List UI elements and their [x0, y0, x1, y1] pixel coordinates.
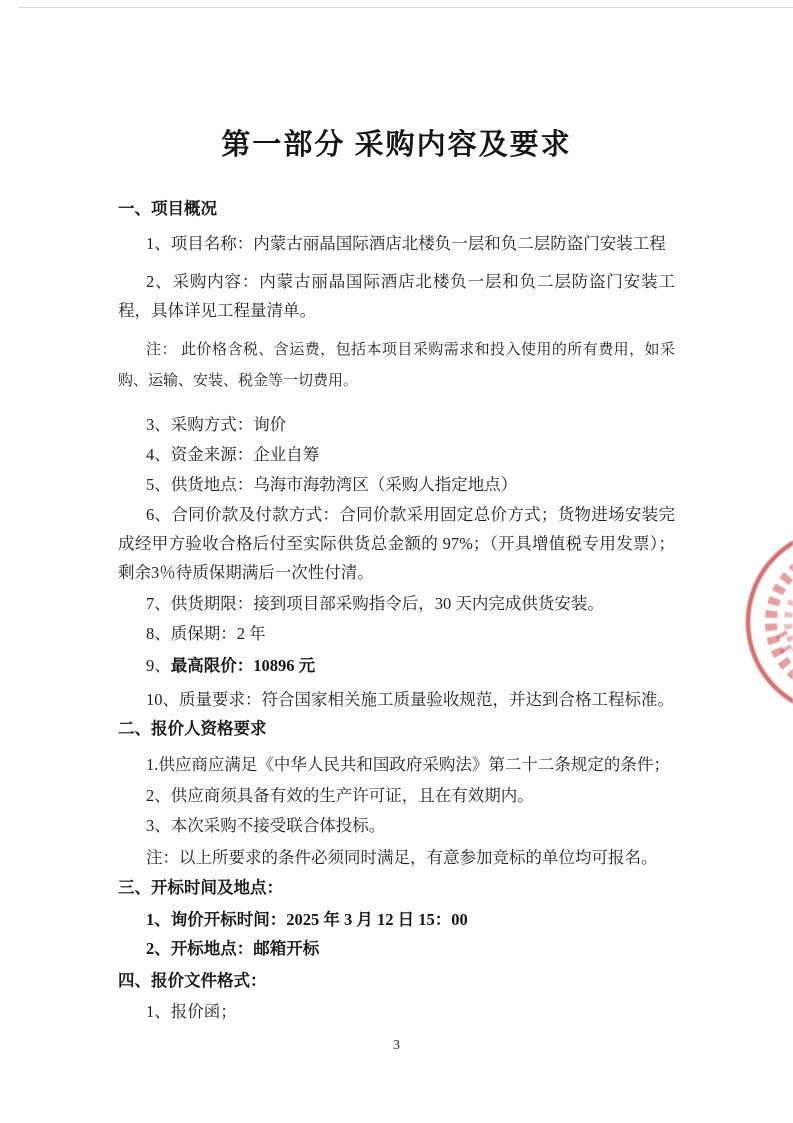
list-item: 5、供货地点：乌海市海勃湾区（采购人指定地点）: [146, 475, 518, 494]
list-item: 10、质量要求：符合国家相关施工质量验收规范，并达到合格工程标准。: [146, 690, 674, 709]
list-item: 7、供货期限：接到项目部采购指令后，30 天内完成供货安装。: [146, 594, 604, 613]
list-item: 3、本次采购不接受联合体投标。: [146, 816, 386, 835]
list-item: 6、合同价款及付款方式：合同价款采用固定总价方式；货物进场安装完成经甲方验收合格后付至实际供货总金额的 97%；（开具增值税专用发票）；剩余3％待质保期满后一次性付清。: [118, 505, 675, 582]
section-heading-3: 三、开标时间及地点：: [118, 878, 283, 897]
document-body: [0, 166, 793, 1026]
page-number: 3: [393, 1038, 400, 1053]
list-item: 1.供应商应满足《中华人民共和国政府采购法》第二十二条规定的条件；: [146, 755, 670, 774]
list-item: 8、质保期：2 年: [146, 624, 266, 643]
note-paragraph: 注：以上所要求的条件必须同时满足，有意参加竞标的单位均可报名。: [146, 848, 658, 867]
list-item-open-place: 2、开标地点：邮箱开标: [146, 939, 320, 958]
list-item-open-time: 1、询价开标时间：2025 年 3 月 12 日 15：00: [146, 910, 468, 929]
note-paragraph: 注： 此价格含税、含运费，包括本项目采购需求和投入使用的所有费用，如采购、运输、安装、税金等一切费用。: [118, 342, 675, 389]
item-number: 9、: [146, 656, 171, 675]
list-item: 4、资金来源：企业自筹: [146, 445, 320, 464]
list-item: 2、采购内容：内蒙古丽晶国际酒店北楼负一层和负二层防盗门安装工程，具体详见工程量清单。: [118, 272, 675, 320]
max-price-text: 最高限价：10896 元: [170, 656, 316, 675]
section-heading-1: 一、项目概况: [118, 199, 217, 218]
list-item: 3、采购方式：询价: [146, 415, 287, 434]
list-item: 2、供应商须具备有效的生产许可证，且在有效期内。: [146, 786, 534, 805]
list-item: 1、项目名称：内蒙古丽晶国际酒店北楼负一层和负二层防盗门安装工程: [146, 234, 666, 253]
page-title: 第一部分 采购内容及要求: [221, 129, 572, 161]
section-heading-4: 四、报价文件格式：: [118, 971, 267, 990]
list-item-max-price: [118, 651, 675, 680]
scan-artifact-line: [18, 7, 793, 8]
list-item: 1、报价函；: [146, 1002, 237, 1021]
section-heading-2: 二、报价人资格要求: [118, 719, 267, 738]
